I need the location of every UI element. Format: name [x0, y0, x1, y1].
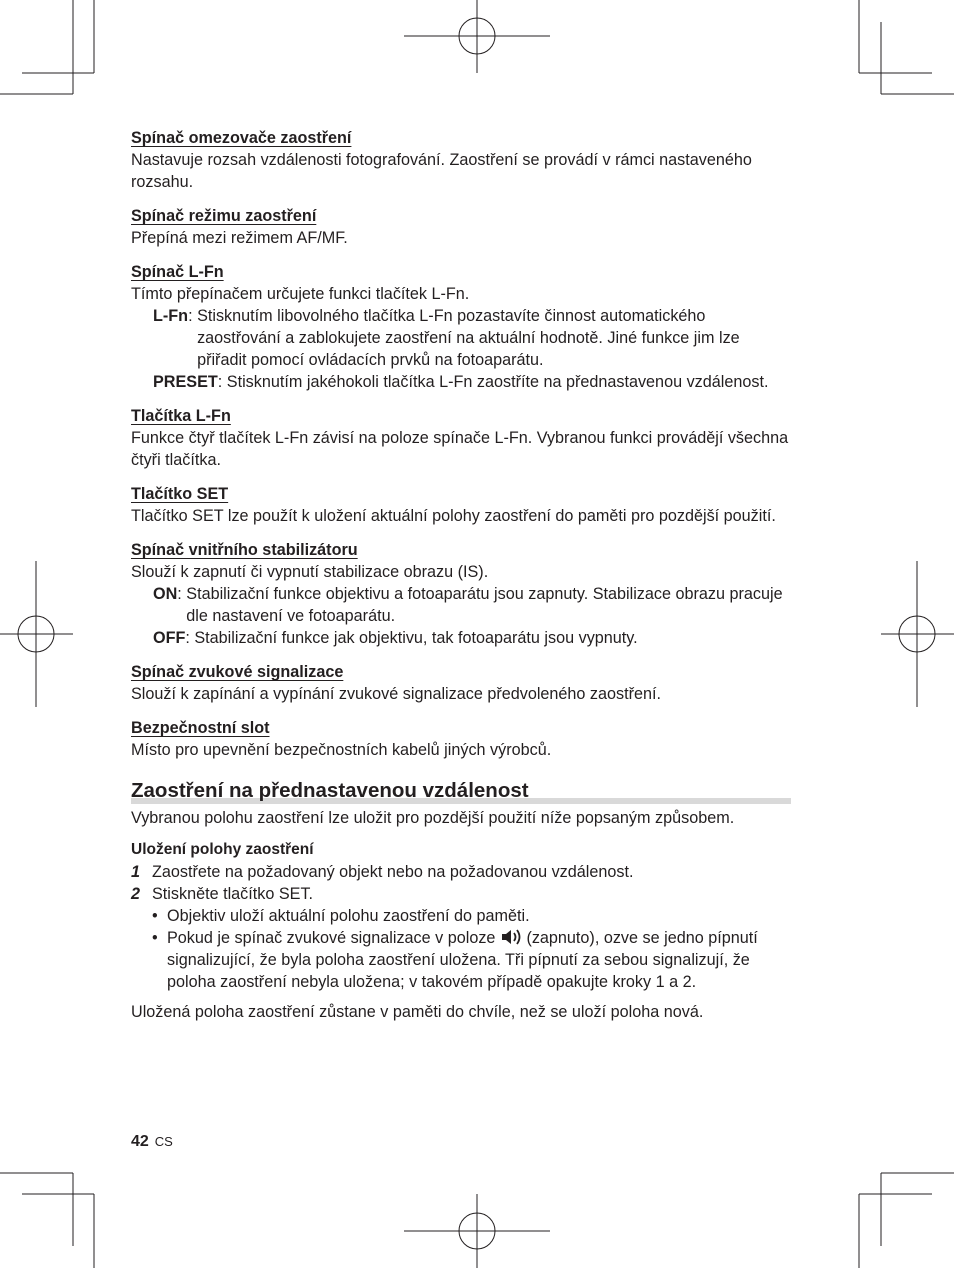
section-title: Spínač zvukové signalizace: [131, 663, 344, 681]
page-footer: [131, 1133, 173, 1151]
definition-item: PRESET : Stisknutím jakéhokoli tlačítka L-Fn zaostříte na přednastavenou vzdálenost.: [153, 371, 791, 393]
section-text: Přepíná mezi režimem AF/MF.: [131, 229, 348, 247]
bullet-text: [167, 927, 791, 993]
page-number: 42: [131, 1133, 149, 1150]
definition-item: ON : Stabilizační funkce objektivu a fotoaparátu jsou zapnuty. Stabilizace obrazu pracuje dle nastavení ve fotoaparátu.: [153, 583, 791, 627]
definition-desc: Stisknutím libovolného tlačítka L-Fn pozastavíte činnost automatického zaostřování a zablokujete zaostření na aktuální hodnotě. Jiné funkce jim lze přiřadit pomocí ovládacích prvků na fotoaparátu.: [197, 307, 740, 369]
section-title: Tlačítka L-Fn: [131, 407, 231, 425]
bullet-dot: •: [152, 907, 158, 925]
section-text: Tlačítko SET lze použít k uložení aktuální polohy zaostření do paměti pro pozdější použití.: [131, 507, 776, 525]
step-text: Stiskněte tlačítko SET.: [152, 885, 314, 903]
section-text: Funkce čtyř tlačítek L-Fn závisí na poloze spínače L-Fn. Vybranou funkci provádějí všechna čtyři tlačítka.: [131, 429, 789, 469]
bullet-text-before: Pokud je spínač zvukové signalizace v poloze: [167, 929, 496, 947]
section-sound: [131, 661, 791, 705]
section-title: Spínač režimu zaostření: [131, 207, 317, 225]
step-number: 2: [131, 885, 141, 903]
closing-text: Uložená poloha zaostření zůstane v paměti do chvíle, než se uloží poloha nová.: [131, 1003, 704, 1021]
section-focus-limiter: [131, 127, 791, 193]
language-code: CS: [154, 1134, 173, 1149]
definition-term: PRESET: [153, 373, 218, 391]
page-content: [131, 127, 791, 1023]
section-lfn-buttons: [131, 405, 791, 471]
section-title: Spínač vnitřního stabilizátoru: [131, 541, 358, 559]
subheading: Uložení polohy zaostření: [131, 841, 314, 858]
section-title: Spínač L-Fn: [131, 263, 224, 281]
step-number: 1: [131, 863, 141, 881]
main-heading: [131, 779, 791, 803]
definition-desc: Stisknutím jakéhokoli tlačítka L-Fn zaostříte na přednastavenou vzdálenost.: [226, 373, 769, 391]
section-title: Tlačítko SET: [131, 485, 229, 503]
bullet-item: [152, 927, 791, 993]
bullet-text: Objektiv uloží aktuální polohu zaostření do paměti.: [167, 907, 530, 925]
section-security-slot: [131, 717, 791, 761]
bullet-item: [152, 905, 791, 927]
main-heading-text: Zaostření na přednastavenou vzdálenost: [131, 779, 529, 802]
section-title: Spínač omezovače zaostření: [131, 129, 352, 147]
definition-desc: Stabilizační funkce objektivu a fotoaparátu jsou zapnuty. Stabilizace obrazu pracuje dle nastavení ve fotoaparátu.: [186, 585, 783, 625]
step-item: [131, 883, 791, 905]
section-text: Slouží k zapínání a vypínání zvukové signalizace předvoleného zaostření.: [131, 685, 662, 703]
section-stabilizer: [131, 539, 791, 649]
main-intro: Vybranou polohu zaostření lze uložit pro pozdější použití níže popsaným způsobem.: [131, 809, 735, 827]
section-title: Bezpečnostní slot: [131, 719, 270, 737]
section-text: Nastavuje rozsah vzdálenosti fotografování. Zaostření se provádí v rámci nastaveného rozsahu.: [131, 151, 752, 191]
step-item: [131, 861, 791, 883]
definition-item: L-Fn : Stisknutím libovolného tlačítka L-Fn pozastavíte činnost automatického zaostřování a zablokujete zaostření na aktuální hodnotě. Jiné funkce jim lze přiřadit pomocí ovládacích prvků na fotoaparátu.: [153, 305, 791, 371]
section-set-button: [131, 483, 791, 527]
bullet-dot: •: [152, 929, 158, 947]
step-text: Zaostřete na požadovaný objekt nebo na požadovanou vzdálenost.: [152, 863, 634, 881]
definition-item: OFF : Stabilizační funkce jak objektivu, tak fotoaparátu jsou vypnuty.: [153, 627, 791, 649]
definition-term: L-Fn: [153, 307, 189, 325]
definition-term: ON: [153, 585, 178, 603]
section-focus-mode: [131, 205, 791, 249]
section-text: Tímto přepínačem určujete funkci tlačítek L-Fn.: [131, 285, 470, 303]
section-text: Místo pro upevnění bezpečnostních kabelů jiných výrobců.: [131, 741, 552, 759]
speaker-on-icon: [500, 928, 522, 946]
section-text: Slouží k zapnutí či vypnutí stabilizace obrazu (IS).: [131, 563, 489, 581]
definition-term: OFF: [153, 629, 186, 647]
bullet-text-after: (zapnuto), ozve se jedno pípnutí signalizující, že byla poloha zaostření uložena. Tři pípnutí za sebou signalizují, že poloha zaostření nebyla uložena; v takovém případě opakujte kroky 1 a 2.: [167, 929, 758, 991]
definition-desc: Stabilizační funkce jak objektivu, tak fotoaparátu jsou vypnuty.: [194, 629, 638, 647]
section-lfn-switch: [131, 261, 791, 393]
